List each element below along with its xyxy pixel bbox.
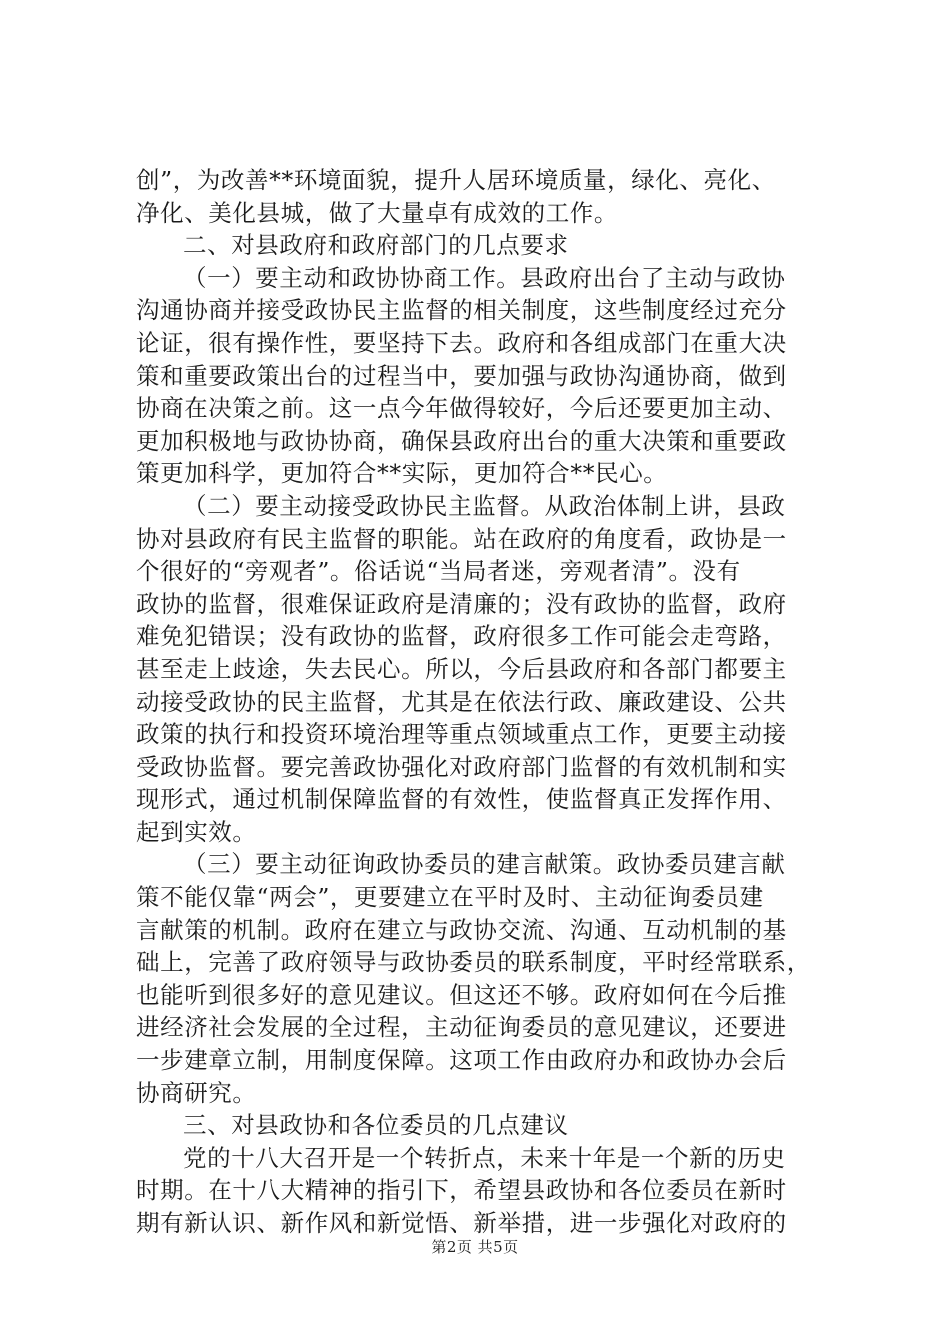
text-line: 动接受政协的民主监督，尤其是在依法行政、廉政建设、公共: [136, 687, 787, 716]
text-line: 础上，完善了政府领导与政协委员的联系制度，平时经常联系，: [136, 948, 811, 977]
text-line: 政策的执行和投资环境治理等重点领域重点工作，更要主动接: [136, 720, 787, 749]
text-line: 受政协监督。要完善政协强化对政府部门监督的有效机制和实: [136, 752, 787, 781]
text-line: 甚至走上歧途，失去民心。所以，今后县政府和各部门都要主: [136, 654, 787, 683]
subsection-heading-1: （一）要主动和政协协商工作。县政府出台了主动与政协: [183, 263, 786, 292]
text-line: 更加积极地与政协协商，确保县政府出台的重大决策和重要政: [136, 426, 787, 455]
section-heading-3: 三、对县政协和各位委员的几点建议: [183, 1111, 569, 1140]
text-line: 也能听到很多好的意见建议。但这还不够。政府如何在今后推: [136, 980, 787, 1009]
text-line: 现形式，通过机制保障监督的有效性，使监督真正发挥作用、: [136, 785, 787, 814]
text-line: 沟通协商并接受政协民主监督的相关制度，这些制度经过充分: [136, 296, 787, 325]
text-line: 策不能仅靠“两会”，更要建立在平时及时、主动征询委员建: [136, 883, 764, 912]
text-line: 个很好的“旁观者”。俗话说“当局者迷，旁观者清”。没有: [136, 557, 741, 586]
text-line: 协商研究。: [136, 1078, 257, 1107]
text-line: 党的十八大召开是一个转折点，未来十年是一个新的历史: [183, 1143, 786, 1172]
text-line: 创”，为改善**环境面貌，提升人居环境质量，绿化、亮化、: [136, 166, 776, 194]
text-line: 协商在决策之前。这一点今年做得较好，今后还要更加主动、: [136, 394, 787, 423]
text-line: 论证，很有操作性，要坚持下去。政府和各组成部门在重大决: [136, 328, 787, 357]
subsection-heading-3: （三）要主动征询政协委员的建言献策。政协委员建言献: [183, 850, 786, 879]
text-line: 进经济社会发展的全过程，主动征询委员的意见建议，还要进: [136, 1013, 787, 1042]
text-line: 时期。在十八大精神的指引下，希望县政协和各位委员在新时: [136, 1176, 787, 1205]
page-number-footer: 第2页 共5页: [431, 1238, 519, 1256]
text-line: 难免犯错误；没有政协的监督，政府很多工作可能会走弯路，: [136, 622, 787, 651]
text-line: 净化、美化县城，做了大量卓有成效的工作。: [136, 198, 618, 227]
document-body: [136, 164, 836, 1240]
text-line: 言献策的机制。政府在建立与政协交流、沟通、互动机制的基: [136, 915, 787, 944]
text-line: 策和重要政策出台的过程当中，要加强与政协沟通协商，做到: [136, 361, 787, 390]
text-line: 一步建章立制，用制度保障。这项工作由政府办和政协办会后: [136, 1046, 787, 1075]
subsection-heading-2: （二）要主动接受政协民主监督。从政治体制上讲，县政: [183, 491, 786, 520]
text-line: 期有新认识、新作风和新觉悟、新举措，进一步强化对政府的: [136, 1209, 787, 1237]
text-line: 协对县政府有民主监督的职能。站在政府的角度看，政协是一: [136, 524, 787, 553]
section-heading-2: 二、对县政府和政府部门的几点要求: [183, 231, 569, 260]
text-line: 策更加科学，更加符合**实际，更加符合**民心。: [136, 459, 668, 488]
text-line: 政协的监督，很难保证政府是清廉的；没有政协的监督，政府: [136, 589, 787, 618]
text-line: 起到实效。: [136, 817, 257, 846]
